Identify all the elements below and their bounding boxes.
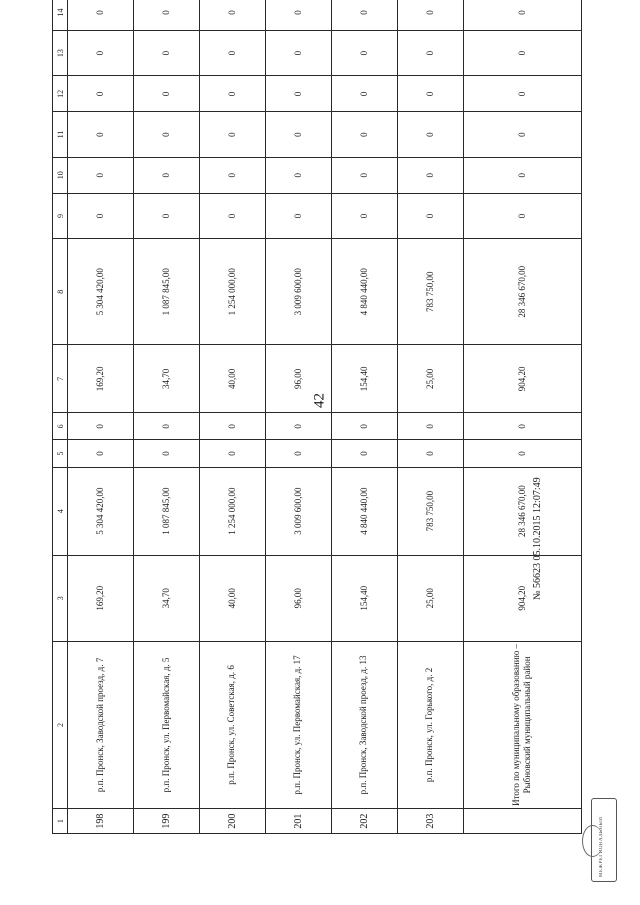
table-row <box>199 0 265 834</box>
seal-icon <box>591 798 617 882</box>
table-body <box>68 0 582 834</box>
value-cell: 0 <box>133 157 199 193</box>
value-cell: 0 <box>463 440 581 467</box>
value-cell: 0 <box>397 413 463 440</box>
value-cell: 0 <box>463 76 581 112</box>
column-header: 14 <box>53 0 68 31</box>
value-cell: 0 <box>68 440 134 467</box>
value-cell: 169,20 <box>68 345 134 413</box>
value-cell: 0 <box>331 157 397 193</box>
value-cell: 34,70 <box>133 555 199 641</box>
value-cell: 0 <box>68 112 134 157</box>
value-cell: 0 <box>68 157 134 193</box>
value-cell: 0 <box>265 31 331 76</box>
value-cell: 0 <box>463 0 581 31</box>
value-cell: 783 750,00 <box>397 239 463 345</box>
value-cell: 0 <box>199 31 265 76</box>
value-cell: 0 <box>265 157 331 193</box>
value-cell: 0 <box>331 76 397 112</box>
value-cell: 0 <box>133 413 199 440</box>
total-row <box>463 0 581 834</box>
value-cell: 0 <box>133 193 199 238</box>
column-header: 4 <box>53 467 68 555</box>
page-number: 42 <box>311 393 328 408</box>
value-cell: 40,00 <box>199 555 265 641</box>
value-cell: 3 009 600,00 <box>265 239 331 345</box>
value-cell: 904,20 <box>463 345 581 413</box>
value-cell: 0 <box>463 157 581 193</box>
value-cell: 0 <box>199 440 265 467</box>
value-cell: 0 <box>68 193 134 238</box>
value-cell: 0 <box>199 193 265 238</box>
value-cell: 0 <box>265 413 331 440</box>
value-cell: 169,20 <box>68 555 134 641</box>
value-cell: 0 <box>397 112 463 157</box>
row-number: 199 <box>133 809 199 834</box>
address-cell: р.п. Пронск, ул. Первомайская, д. 17 <box>265 641 331 808</box>
value-cell: 0 <box>331 193 397 238</box>
column-header: 3 <box>53 555 68 641</box>
value-cell: 0 <box>133 76 199 112</box>
value-cell: 0 <box>265 112 331 157</box>
value-cell: 783 750,00 <box>397 467 463 555</box>
column-header: 5 <box>53 440 68 467</box>
address-cell: р.п. Пронск, ул. Горького, д. 2 <box>397 641 463 808</box>
value-cell: 0 <box>397 31 463 76</box>
value-cell: 0 <box>133 31 199 76</box>
column-header: 6 <box>53 413 68 440</box>
column-header: 13 <box>53 31 68 76</box>
value-cell: 0 <box>463 413 581 440</box>
register-table <box>52 0 582 834</box>
value-cell: 34,70 <box>133 345 199 413</box>
address-cell: р.п. Пронск, Заводской проезд, д. 13 <box>331 641 397 808</box>
value-cell: 0 <box>331 413 397 440</box>
column-number-row <box>53 0 68 834</box>
row-number: 200 <box>199 809 265 834</box>
value-cell: 3 009 600,00 <box>265 467 331 555</box>
address-cell: Итого по муниципальному образованию – Рыбновский муниципальный район <box>463 641 581 808</box>
value-cell: 0 <box>265 440 331 467</box>
value-cell: 0 <box>397 440 463 467</box>
value-cell: 0 <box>265 0 331 31</box>
value-cell: 0 <box>397 157 463 193</box>
value-cell: 0 <box>68 0 134 31</box>
value-cell: 25,00 <box>397 345 463 413</box>
value-cell: 0 <box>265 193 331 238</box>
table-row <box>331 0 397 834</box>
value-cell: 0 <box>397 193 463 238</box>
table-row <box>133 0 199 834</box>
column-header: 9 <box>53 193 68 238</box>
value-cell: 0 <box>68 76 134 112</box>
value-cell: 0 <box>397 0 463 31</box>
value-cell: 96,00 <box>265 555 331 641</box>
value-cell: 40,00 <box>199 345 265 413</box>
value-cell: 0 <box>133 440 199 467</box>
column-header: 12 <box>53 76 68 112</box>
document-stamp: № 56623 05.10.2015 12:07:49 <box>532 477 543 600</box>
value-cell: 154,40 <box>331 555 397 641</box>
row-number: 198 <box>68 809 134 834</box>
value-cell: 4 840 440,00 <box>331 239 397 345</box>
value-cell: 0 <box>331 0 397 31</box>
table-row <box>397 0 463 834</box>
address-cell: р.п. Пронск, ул. Советская, д. 6 <box>199 641 265 808</box>
value-cell: 0 <box>331 440 397 467</box>
column-header: 1 <box>53 809 68 834</box>
value-cell: 96,00 <box>265 345 331 413</box>
value-cell: 0 <box>133 0 199 31</box>
column-header: 2 <box>53 641 68 808</box>
column-header: 11 <box>53 112 68 157</box>
table-row <box>265 0 331 834</box>
value-cell: 0 <box>463 31 581 76</box>
value-cell: 0 <box>331 31 397 76</box>
register-table-container <box>52 0 582 834</box>
column-header: 8 <box>53 239 68 345</box>
value-cell: 0 <box>68 31 134 76</box>
value-cell: 0 <box>463 193 581 238</box>
value-cell: 25,00 <box>397 555 463 641</box>
seal-text: МЕЖРЕГИОНАЛЬНЫЙ <box>599 816 604 877</box>
value-cell: 0 <box>463 112 581 157</box>
row-number: 203 <box>397 809 463 834</box>
address-cell: р.п. Пронск, ул. Первомайская, д. 5 <box>133 641 199 808</box>
value-cell: 5 304 420,00 <box>68 239 134 345</box>
value-cell: 0 <box>199 0 265 31</box>
table-row <box>68 0 134 834</box>
value-cell: 0 <box>265 76 331 112</box>
value-cell: 1 254 000,00 <box>199 467 265 555</box>
row-number: 201 <box>265 809 331 834</box>
value-cell: 1 087 845,00 <box>133 239 199 345</box>
value-cell: 0 <box>133 112 199 157</box>
row-number <box>463 809 581 834</box>
value-cell: 0 <box>199 112 265 157</box>
value-cell: 0 <box>331 112 397 157</box>
address-cell: р.п. Пронск, Заводской проезд, д. 7 <box>68 641 134 808</box>
value-cell: 0 <box>397 76 463 112</box>
value-cell: 28 346 670,00 <box>463 467 581 555</box>
value-cell: 154,40 <box>331 345 397 413</box>
value-cell: 1 087 845,00 <box>133 467 199 555</box>
value-cell: 4 840 440,00 <box>331 467 397 555</box>
value-cell: 5 304 420,00 <box>68 467 134 555</box>
column-header: 10 <box>53 157 68 193</box>
value-cell: 0 <box>199 76 265 112</box>
value-cell: 0 <box>68 413 134 440</box>
value-cell: 28 346 670,00 <box>463 239 581 345</box>
value-cell: 1 254 000,00 <box>199 239 265 345</box>
value-cell: 904,20 <box>463 555 581 641</box>
value-cell: 0 <box>199 157 265 193</box>
column-header: 7 <box>53 345 68 413</box>
value-cell: 0 <box>199 413 265 440</box>
row-number: 202 <box>331 809 397 834</box>
